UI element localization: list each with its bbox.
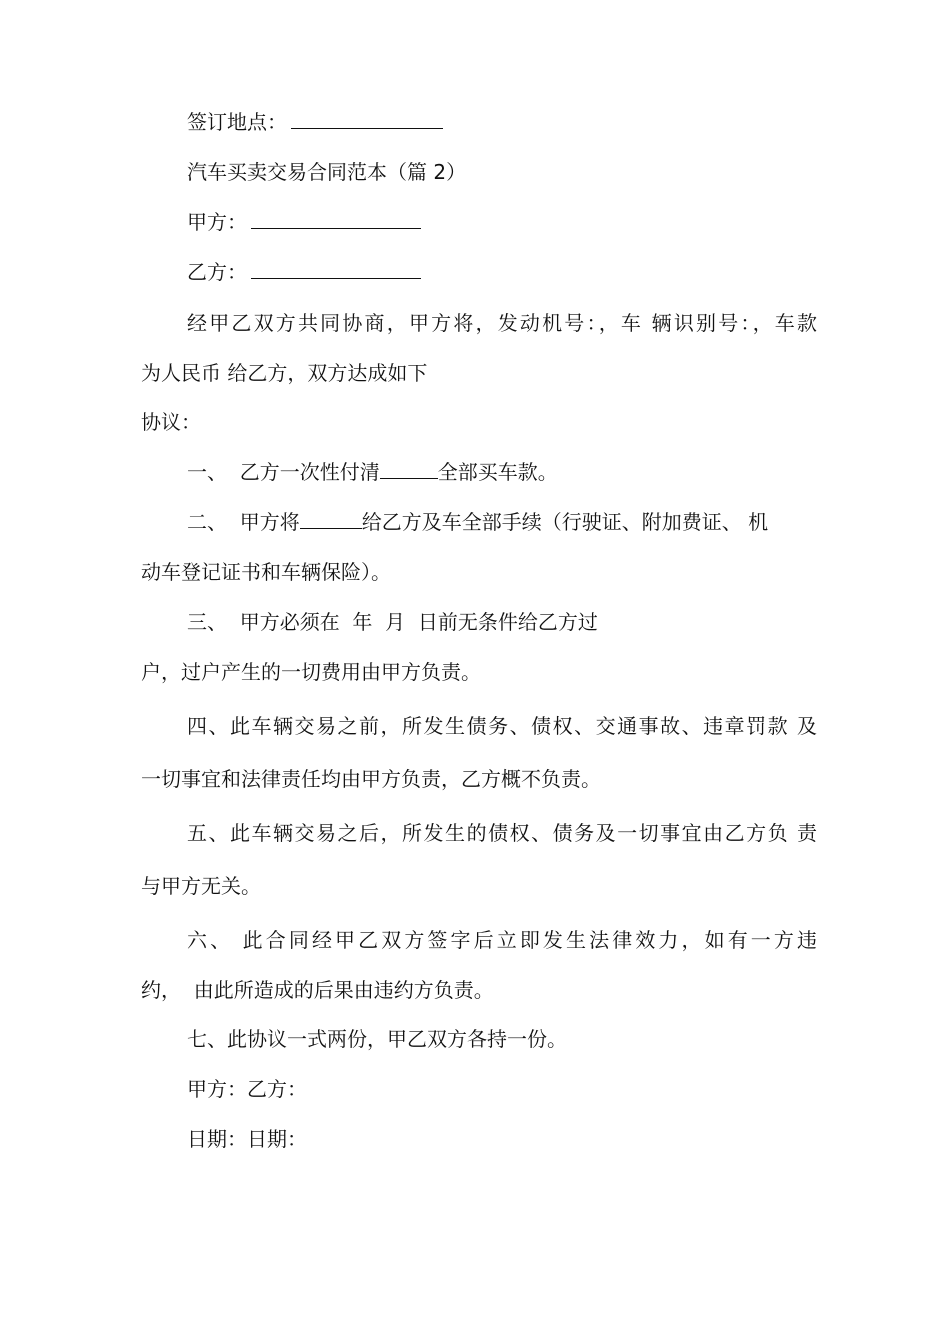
clause-4-line-2: 一切事宜和法律责任均由甲方负责，乙方概不负责。: [141, 767, 601, 791]
clause-2-line-2: 动车登记证书和车辆保险）。: [141, 560, 391, 584]
clause-1-blank: [380, 460, 438, 479]
clause-1-text-b: 全部买车款。: [437, 460, 558, 484]
clause-4-line-1: 四、此车辆交易之前，所发生债务、债权、交通事故、违章罚款 及: [187, 714, 817, 738]
clause-6-line-2: 约， 由此所造成的后果由违约方负责。: [141, 978, 494, 1002]
signature-parties: 甲方：乙方：: [187, 1077, 307, 1101]
clause-2-text-b: 给乙方及车全部手续（行驶证、附加费证、 机: [361, 510, 769, 534]
party-b-label: 乙方：: [187, 260, 247, 284]
party-a-line: [187, 207, 421, 237]
agreement-heading: 协议：: [141, 410, 201, 434]
signature-dates: 日期：日期：: [187, 1127, 307, 1151]
party-a-blank: [251, 210, 421, 229]
signing-location-label: 签订地点：: [187, 110, 287, 134]
document-title: 汽车买卖交易合同范本（篇 2）: [187, 160, 467, 184]
clause-7: 七、此协议一式两份，甲乙双方各持一份。: [187, 1027, 567, 1051]
clause-2-line-1: [187, 507, 768, 537]
party-b-blank: [251, 260, 421, 279]
clause-6-line-1: 六、 此合同经甲乙双方签字后立即发生法律效力，如有一方违: [187, 928, 817, 952]
clause-1-text-a: 一、 乙方一次性付清: [187, 460, 380, 484]
clause-3-line-2: 户，过户产生的一切费用由甲方负责。: [141, 660, 481, 684]
clause-2-blank: [300, 510, 362, 529]
clause-5-line-1: 五、此车辆交易之后，所发生的债权、债务及一切事宜由乙方负 责: [187, 821, 817, 845]
clause-5-line-2: 与甲方无关。: [141, 874, 261, 898]
signing-location-blank: [291, 110, 443, 129]
clause-1: [187, 457, 558, 487]
intro-paragraph-line-1: 经甲乙双方共同协商，甲方将，发动机号：，车 辆识别号：，车款: [187, 311, 817, 335]
party-a-label: 甲方：: [187, 210, 247, 234]
party-b-line: [187, 257, 421, 287]
clause-2-text-a: 二、 甲方将: [187, 510, 300, 534]
intro-paragraph-line-2: 为人民币 给乙方，双方达成如下: [141, 361, 428, 385]
clause-3-line-1: 三、 甲方必须在 年 月 日前无条件给乙方过: [187, 610, 598, 634]
signing-location-line: [187, 107, 443, 137]
